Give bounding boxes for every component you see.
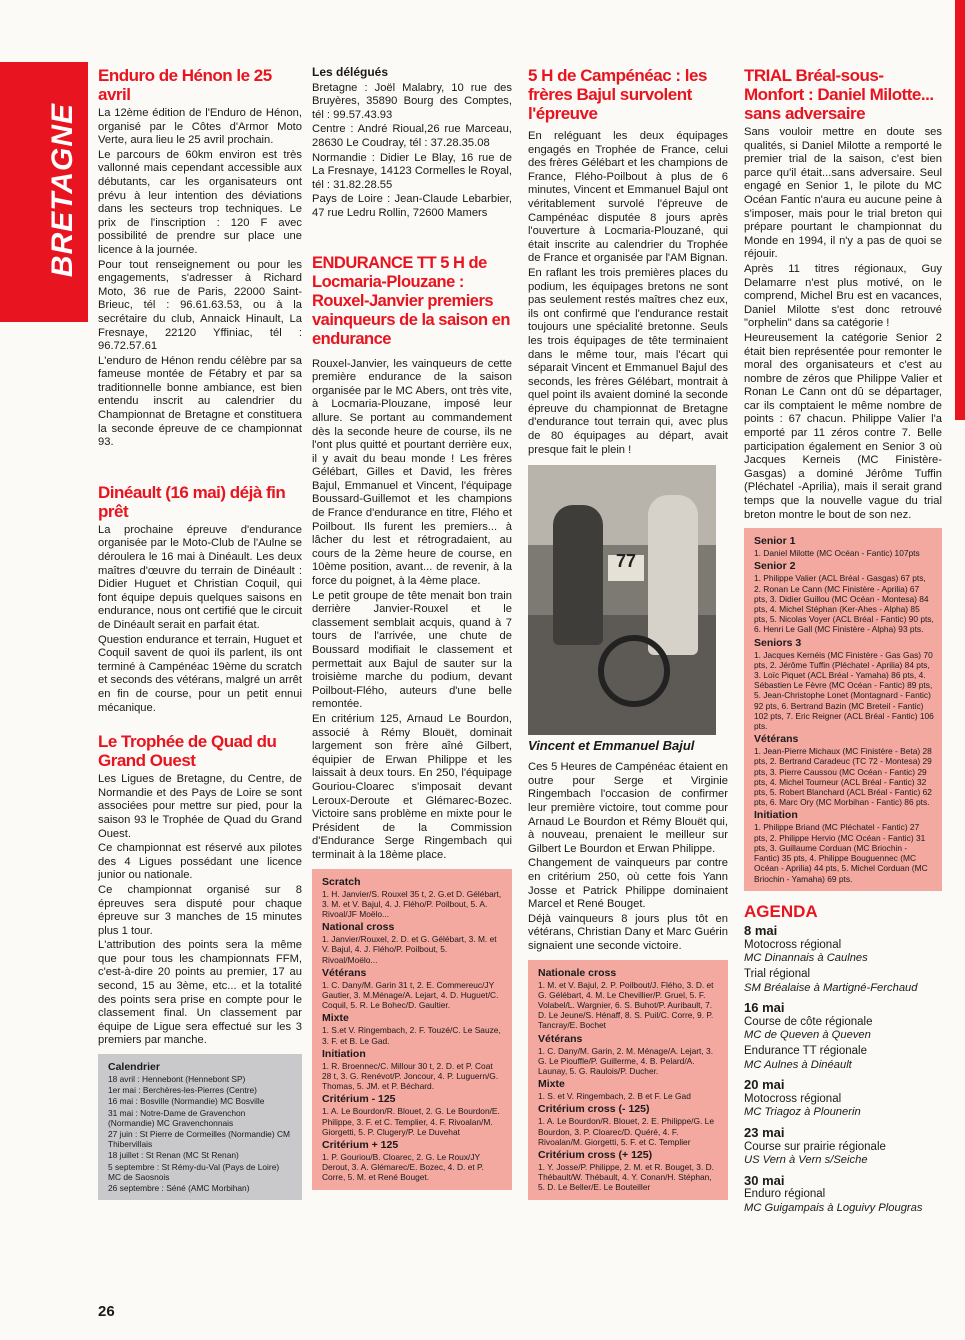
- calendar-item: 27 juin : St Pierre de Cormeilles (Normandie) CM Thibervillais: [108, 1129, 290, 1150]
- agenda-place: MC Guigampais à Loguivy Plougras: [744, 1201, 923, 1214]
- column-4: [744, 66, 942, 1218]
- page-number: 26: [98, 1303, 115, 1320]
- result-heading: Mixte: [322, 1012, 349, 1025]
- calendar-item: 5 septembre : St Rémy-du-Val (Pays de Loire) MC de Saosnois: [108, 1161, 280, 1182]
- paragraph: La 12ème édition de l'Enduro de Hénon, organisé par le Côtes d'Armor Moto Verte, aura lieu le 25 avril prochain.: [98, 107, 302, 147]
- results-box: [528, 960, 728, 1200]
- result-text: 1. A. Le Bourdon/R. Blouet, 2. G. Le Bourdon/E. Philippe, 3. F. et C. Templier, 4. F. Rivoalan/M. Giorgetti, 5. P. Clugery/P. Le Duvehat: [322, 1106, 500, 1137]
- column-1: [98, 66, 302, 1200]
- paragraph: Ce championnat organisé sur 8 épreuves sera disputé pour chaque épreuve sur 3 manches de 15 minutes plus 1 tour.: [98, 883, 302, 937]
- photo-caption: Vincent et Emmanuel Bajul: [528, 738, 695, 754]
- result-text: 1. Y. Josse/P. Philippe, 2. M. et R. Bouget, 3. D. Thébault/W. Thébault, 4. Y. Conan/H. Stéphan, 5. D. Le Beller/E. Le Bouteiller: [538, 1162, 714, 1193]
- paragraph: Normandie : Didier Le Blay, 16 rue de La Fresnaye, 14123 Cormelles le Royal, tél : 31.82.28.55: [312, 151, 512, 191]
- calendar-title: Calendrier: [108, 1061, 160, 1074]
- agenda-event: Motocross régional: [744, 938, 842, 951]
- paragraph: Pays de Loire : Jean-Claude Lebarbier, 47 rue Ledru Rollin, 72600 Mamers: [312, 193, 512, 219]
- result-heading: Scratch: [322, 875, 361, 888]
- agenda-date: 8 mai: [744, 923, 778, 939]
- result-heading: Critérium + 125: [322, 1138, 399, 1151]
- agenda-item: [744, 1078, 942, 1120]
- article-title: Le Trophée de Quad du Grand Ouest: [98, 732, 277, 771]
- result-heading: Mixte: [538, 1078, 565, 1091]
- results-box: [312, 869, 512, 1190]
- paragraph: Après 11 titres régionaux, Guy Delamarre n'est plus motivé, on le comprend, Michel Bru est en vacances, Daniel Milotte s'est donc retrouvé "orphelin" dans sa catégorie !: [744, 262, 942, 330]
- paragraph: Pour tout renseignement ou pour les engagements, s'adresser à Richard Moto, 36 rue de Paris, 22000 Saint-Brieuc, tél : 96.61.63.53, ou à la secrétaire du club, Annaick Hinault, La Fresnaye, 22120 Yffiniac, tél : 96.72.57.61: [98, 258, 302, 353]
- paragraph: Centre : André Rioual,26 rue Marceau, 28630 Le Coudray, tél : 37.28.35.08: [312, 123, 512, 149]
- section-title: BRETAGNE: [46, 102, 79, 278]
- paragraph: Déjà vainqueurs 8 jours plus tôt en vétérans, Christian Dany et Marc Guérin signaient une seconde victoire.: [528, 912, 728, 952]
- result-heading: Critérium cross (- 125): [538, 1103, 650, 1116]
- paragraph: L'enduro de Hénon rendu célèbre par sa fameuse montée de Fétabry et par sa traditionnelle bonne ambiance, est bien entendu inscrit au calendrier du Championnat de Bretagne et constituera la seconde épreuve de ce championnat 93.: [98, 354, 302, 449]
- agenda-item: [744, 1126, 942, 1168]
- paragraph: En raflant les trois premières places du podium, les équipages bretons ne sont pas seulement restés maîtres chez eux, ils ont confirmé que l'endurance restait toujours une spécialité bretonne. Seuls les trois équipages de tête terminaient dans le même tour, mais l'écart qui séparait Vincent et Emmanuel Bajul des seconds, les frères Gélébart, montrait à quel point ils avaient dominé la seconde épreuve du championnat de Bretagne d'endurance tout terrain qui, avec plus de 80 équipages au départ, avait presque fait le plein !: [528, 266, 728, 456]
- result-text: 1. Philippe Valier (ACL Bréal - Gasgas) 67 pts, 2. Ronan Le Cann (MC Finistère - Aprilia) 67 pts, 3. Didier Guillou (MC Océan - Montesa) 84 pts, 4. Michel Stéphan (Ker-Ahes - Alpha) 85 pts, 5. Nicolas Voyer (ACL Bréal - Fantic) 90 pts, 6. Henri Le Gall (MC Finistère - Alpha) 93 pts.: [754, 573, 934, 635]
- result-text: 1. Philippe Briand (MC Pléchatel - Fantic) 27 pts, 2. Philippe Hervio (MC Océan - Fantic) 31 pts, 3. Guillaume Corduan (MC Briochin - Fantic) 35 pts, 4. Philippe Bouguennec (MC Océan - Aprilia) 44 pts, 5. Michel Corduan (MC Briochin - Yamaha) 69 pts.: [754, 822, 928, 884]
- paragraph: Bretagne : Joël Malabry, 10 rue des Bruyères, 35890 Bourg des Comptes, tél : 99.57.43.93: [312, 81, 512, 121]
- paragraph: En critérium 125, Arnaud Le Bourdon, associé à Rémy Blouët, dominait largement son frère aîné Gilbert, équipier de Erwan Philippe et les laissait à deux tours. En 250, l'équipage Gouriou-Cloarec s'imposait devant Leroux-Deroute et Glémarec-Bozec. Victoire sans problème en mixte pour le Président de la Commission d'Endurance Serge Ringembach qui terminait à la 18ème place.: [312, 712, 512, 861]
- agenda-place: MC de Queven à Queven: [744, 1029, 871, 1042]
- result-heading: Initiation: [322, 1047, 366, 1060]
- result-text: 1. C. Dany/M. Garin, 2. M. Ménage/A. Lejart, 3. G. Le Piouffle/P. Guillerme, 4. B. Pelard/A. Launay, 5. G. Raulois/P. Ducher.: [538, 1045, 714, 1076]
- paragraph: Changement de vainqueurs par contre en critérium 250, où cette fois Yann Josse et Patrick Philippe dominaient Marcel et René Bouget.: [528, 857, 728, 911]
- result-text: 1. Janvier/Rouxel, 2. D. et G. Gélébart, 3. M. et V. Bajul, 4. J. Flého/P. Poilbout, 5. Rivoal/Moëlo...: [322, 934, 497, 965]
- paragraph: Sans vouloir mettre en doute ses qualités, si Daniel Milotte a remporté le premier trial de la saison, c'est bien parce qu'il était...sans adversaire. Seul engagé en Senior 1, le pilote du MC Océan Fantic n'aura eu aucune peine à s'imposer, mais pour le trial breton qui prépare pourtant le championnat du Monde en 1994, il n'y a pas de quoi se réjouir.: [744, 126, 942, 261]
- article-title: TRIAL Bréal-sous-Monfort : Daniel Milotte... sans adversaire: [744, 66, 934, 123]
- paragraph: L'attribution des points sera la même que pour tous les championnats FFM, c'est-à-dire 20 points au premier, 17 au second, 15 au 3ème, etc... et la totalité des points sera prise en compte pour le classement final. Un classement par équipe de Ligue sera effectué sur les 3 premiers par manche.: [98, 939, 302, 1047]
- calendar-item: 18 avril : Hennebont (Hennebont SP): [108, 1074, 246, 1085]
- calendar-item: 18 juillet : St Renan (MC St Renan): [108, 1150, 239, 1161]
- agenda-event: Course sur prairie régionale: [744, 1140, 886, 1153]
- result-heading: National cross: [322, 921, 395, 934]
- agenda-event: Course de côte régionale: [744, 1015, 873, 1028]
- paragraph: Le parcours de 60km environ est très vallonné mais cependant accessible aux débutants, car les organisateurs ont prévu à leur intention des déviations dans les secteurs trop techniques. Le prix de l'inscription : 120 F avec possibilité de prendre sur place une licence à la journée.: [98, 148, 302, 256]
- agenda-date: 20 mai: [744, 1077, 785, 1093]
- result-text: 1. S. et V. Ringembach, 2. B et F. Le Gad: [538, 1091, 691, 1102]
- paragraph: Heureusement la catégorie Senior 2 était bien représentée pour remonter le moral des organisateurs et c'est au nombre de zéros que Philippe Valier et Ronan Le Cann ont dû se départager, car ils comptaient le même nombre de points : 67 chacun. Philippe Valier l'a emporté par 11 zéros contre 7. Belle participation également en Senior 3 où Jacques Kerneis (MC Finistère-Gasgas) a dominé Jérôme Tuffin (Pléchatel -Aprilia), mais il serait grand temps que la nouvelle vague du trial breton montre le bout de son nez.: [744, 331, 942, 521]
- agenda-place: MC Triagoz à Plounerin: [744, 1106, 861, 1119]
- result-text: 1. M. et V. Bajul, 2. P. Poilbout/J. Flého, 3. D. et G. Gélébart, 4. M. Le Chevillier/P. Gruel, 5. F. Volabel/L. Wargnier, 6. S. Buhot/P. Auribault, 7. D. Le Jeune/S. Hénaff, 8. S. Puil/C. Corre, 9. P. Tancray/E. Bochet: [538, 979, 714, 1031]
- agenda-event: Trial régional: [744, 968, 811, 981]
- agenda-place: MC Dinannais à Caulnes: [744, 952, 868, 965]
- rider-figure: [648, 495, 698, 655]
- result-text: 1. H. Janvier/S. Rouxel 35 t, 2. G.et D. Gélébart, 3. M. et V. Bajul, 4. J. Flého/P. Poilbout, 5. A. Rivoal/JF Moëlo...: [322, 888, 502, 919]
- agenda-item: [744, 924, 942, 995]
- rider-figure: [553, 505, 603, 645]
- result-text: 1. R. Broennec/C. Millour 30 t, 2. D. et P. Coat 28 t, 3. G. Renévot/P. Joncour, 4. P. Luguern/G. Thomas, 5. JM. et P. Béchard.: [322, 1060, 499, 1092]
- result-heading: Seniors 3: [754, 636, 802, 649]
- motorcycle-wheel: [598, 635, 670, 707]
- article-title: 5 H de Campénéac : les frères Bajul survolent l'épreuve: [528, 66, 707, 123]
- edge-marker: [955, 0, 965, 420]
- result-heading: Vétérans: [538, 1032, 583, 1045]
- result-text: 1. A. Le Bourdon/R. Blouet, 2. E. Philippe/G. Le Bourdon, 3. P. Cloarec/D. Quéré, 4. F. Rivoalan/M. Giorgetti, 5. F. et C. Templier: [538, 1116, 714, 1147]
- result-heading: Critérium - 125: [322, 1093, 396, 1106]
- agenda-place: MC Aulnes à Dinéault: [744, 1058, 852, 1071]
- paragraph: Ces 5 Heures de Campénéac étaient en outre pour Serge et Virginie Ringembach l'occasion de confirmer leur première victoire, tout comme pour Arnaud Le Bourdon et Rémy Blouët qui, à nouveau, prenaient le meilleur sur Gilbert Le Bourdon et Erwan Philippe.: [528, 761, 728, 855]
- article-title: Dinéault (16 mai) déjà fin prêt: [98, 482, 286, 521]
- paragraph: Les Ligues de Bretagne, du Centre, de Normandie et des Pays de Loire se sont associées pour mettre sur pied, pour la saison 93 le Trophée de Quad du Grand Ouest.: [98, 773, 302, 840]
- result-heading: Senior 1: [754, 535, 796, 548]
- column-3: [528, 66, 728, 1200]
- calendar-item: 1er mai : Berchères-les-Pierres (Centre): [108, 1085, 257, 1096]
- result-text: 1. Jean-Pierre Michaux (MC Finistère - Beta) 28 pts, 2. Bertrand Caradeuc (TC 72 - Montesa) 29 pts, 3. Pierre Caussou (MC Océan - Fantic) 29 pts, 4. Michel Tourneur (ACL Bréal - Fantic) 32 pts, 5. Robert Blanchard (ACL Bréal - Fantic) 62 pts, 6. Marc Ory (MC Morbihan - Fantic) 86 pts.: [754, 746, 932, 808]
- paragraph: Le petit groupe de tête menait bon train derrière Janvier-Rouxel et le classement semblait acquis, quand à 7 tours de l'arrivée, une chute de Boussard modifiait le classement et permettait aux Bajul de sauter sur la troisième marche du podium, devant Poilbout-Flého, auteurs d'une belle remontée.: [312, 589, 512, 711]
- column-2: [312, 66, 512, 1190]
- result-heading: Initiation: [754, 809, 798, 822]
- race-number-plate: 77: [608, 555, 644, 581]
- agenda-item: [744, 1001, 942, 1072]
- agenda-event: Enduro régional: [744, 1188, 826, 1201]
- calendar-box: [98, 1054, 302, 1200]
- article-title: Enduro de Hénon le 25 avril: [98, 66, 272, 104]
- paragraph: Ce championnat est réservé aux pilotes des 4 Ligues possédant une licence junior ou nationale.: [98, 842, 302, 882]
- paragraph: La prochaine épreuve d'endurance organisée par le Moto-Club de l'Aulne se déroulera le 16 mai à Dinéault. Les deux maîtres d'œuvre du terrain de Dinéault : Didier Huguet et Christian Coquil, qui font équipe depuis quelques saisons en endurance, nous ont certifié que le circuit de Dinéault serait en parfait état.: [98, 523, 302, 631]
- agenda-place: US Vern à Vern s/Seiche: [744, 1154, 868, 1167]
- agenda-event: Motocross régional: [744, 1092, 842, 1105]
- agenda-date: 23 mai: [744, 1125, 785, 1141]
- agenda-date: 30 mai: [744, 1172, 785, 1188]
- agenda-place: SM Bréalaise à Martigné-Ferchaud: [744, 981, 918, 994]
- agenda-date: 16 mai: [744, 1000, 785, 1016]
- paragraph: Question endurance et terrain, Huguet et Coquil savent de quoi ils parlent, ils ont terminé à Campénéac 19ème du scratch et seconds des vétérans, malgré un arrêt en fin de course, pour un petit ennui mécanique.: [98, 633, 302, 714]
- result-text: 1. Jacques Kernéis (MC Finistère - Gas Gas) 70 pts, 2. Jérôme Tuffin (Pléchatel - Aprilia) 84 pts, 3. Loïc Piquet (ACL Bréal - Yamaha) 86 pts, 4. Sébastien Le Fèvre (MC Océan - Fantic) 89 pts, 5. Jean-Christophe Lonet (Montagnard - Fantic) 92 pts, 6. Bertrand Bazin (MC Breteil - Fantic) 102 pts, 7. Eric Reigner (ACL Bréal - Fantic) 106 pts.: [754, 649, 934, 732]
- result-heading: Nationale cross: [538, 966, 617, 979]
- result-text: 1. C. Dany/M. Garin 31 t, 2. E. Commereuc/JY Gautier, 3. M.Ménage/A. Lejart, 4. D. Huguet/C. Coquil, 5. R. Le Bohec/D. Gaultier.: [322, 979, 499, 1011]
- race-photo: [528, 465, 716, 735]
- result-text: 1. Daniel Milotte (MC Océan - Fantic) 107pts: [754, 548, 920, 559]
- result-heading: Vétérans: [322, 966, 367, 979]
- agenda-item: [744, 1174, 942, 1216]
- result-heading: Vétérans: [754, 733, 799, 746]
- agenda-title: AGENDA: [744, 901, 818, 921]
- agenda-event: Endurance TT régionale: [744, 1045, 867, 1058]
- result-heading: Critérium cross (+ 125): [538, 1149, 653, 1161]
- section-label: [46, 70, 86, 310]
- delegates-title: Les délégués: [312, 65, 389, 79]
- paragraph: En reléguant les deux équipages engagés en Trophée de France, celui des frères Gélébart et les champions de France, Flého-Poilbout à plus de 6 minutes, Vincent et Emmanuel Bajul ont véritablement survolé l'épreuve de Campénéac disputée 8 jours après l'ouverture à Locmaria-Plouzané, qui était inscrite au calendrier du Trophée de France et organisée par l'AM Bignan.: [528, 130, 728, 265]
- result-heading: Senior 2: [754, 560, 796, 573]
- paragraph: Rouxel-Janvier, les vainqueurs de cette première endurance de la saison organisée par le MC Abers, ont très vite, à Locmaria-Plouzane, imposé leur allure. Se portant au commandement dès la seconde heure de course, ils ne l'ont plus quitté et pourtant derrière eux, il y avait du beau monde ! Les frères Gélébart, Gilles et David, les frères Bajul, Emmanuel et Vincent, l'équipage Boussard-Guillemot et les champions de France d'endurance en titre, Flého et Poilbout. Ils furent les premiers... à lâcher du lest et rétrogradaient, au cours de la 2ème heure de course, en 10ème position, avant... de revenir, à la force du poignet, à la 4ème place.: [312, 357, 512, 588]
- result-text: 1. S.et V. Ringembach, 2. F. Touzé/C. Le Sauze, 3. F. et B. Le Gad.: [322, 1025, 501, 1046]
- calendar-item: 31 mai : Notre-Dame de Gravenchon (Normandie) MC Gravenchonnais: [108, 1107, 246, 1128]
- results-box: [744, 528, 942, 890]
- article-title: ENDURANCE TT 5 H de Locmaria-Plouzane : Rouxel-Janvier premiers vainqueurs de la saison en endurance: [312, 253, 510, 348]
- result-text: 1. P. Gouriou/B. Cloarec, 2. G. Le Roux/JY Derout, 3. A. Glémarec/E. Bozec, 4. D. et P. Corre, 5. M. et René Bouget.: [322, 1151, 484, 1183]
- calendar-item: 26 septembre : Séné (AMC Morbihan): [108, 1183, 250, 1194]
- calendar-item: 16 mai : Bosville (Normandie) MC Bosville: [108, 1096, 265, 1107]
